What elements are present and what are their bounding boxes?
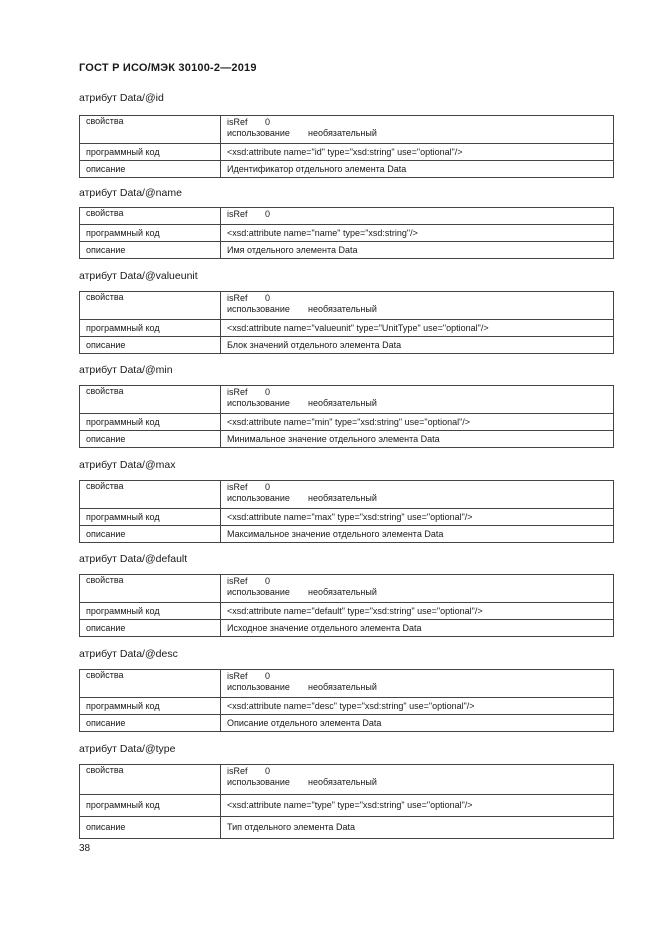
description-label: описание <box>80 715 221 732</box>
description-label: описание <box>80 817 221 839</box>
code-value: <xsd:attribute name="max" type="xsd:string" use="optional"/> <box>221 509 614 526</box>
use-label: использование <box>227 398 290 408</box>
properties-label: свойства <box>80 386 221 414</box>
description-label: описание <box>80 431 221 448</box>
properties-label: свойства <box>80 670 221 698</box>
code-label: программный код <box>80 144 221 161</box>
description-row <box>80 817 614 839</box>
attribute-table <box>79 207 614 259</box>
description-label: описание <box>80 526 221 543</box>
description-row <box>80 715 614 732</box>
properties-row <box>80 670 614 698</box>
use-value: необязательный <box>308 398 377 408</box>
page-number: 38 <box>79 843 91 854</box>
code-label: программный код <box>80 320 221 337</box>
isref-value: 0 <box>265 482 271 492</box>
code-row <box>80 414 614 431</box>
description-value: Блок значений отдельного элемента Data <box>221 337 614 354</box>
use-value: необязательный <box>308 587 377 597</box>
isref-value: 0 <box>265 766 271 776</box>
properties-value <box>221 670 614 698</box>
use-label: использование <box>227 493 290 503</box>
isref-label: isRef <box>227 576 248 586</box>
use-label: использование <box>227 587 290 597</box>
description-label: описание <box>80 620 221 637</box>
section-title: атрибут Data/@desc <box>79 648 178 660</box>
section-title: атрибут Data/@default <box>79 553 188 565</box>
section-title: атрибут Data/@id <box>79 92 164 104</box>
isref-value: 0 <box>265 576 271 586</box>
description-value: Имя отдельного элемента Data <box>221 242 614 259</box>
properties-label: свойства <box>80 765 221 795</box>
use-label: использование <box>227 128 290 138</box>
properties-row <box>80 481 614 509</box>
properties-value <box>221 292 614 320</box>
isref-value: 0 <box>265 387 271 397</box>
use-label: использование <box>227 682 290 692</box>
code-value: <xsd:attribute name="min" type="xsd:string" use="optional"/> <box>221 414 614 431</box>
code-label: программный код <box>80 414 221 431</box>
description-label: описание <box>80 161 221 178</box>
isref-value: 0 <box>265 293 271 303</box>
properties-row <box>80 386 614 414</box>
code-row <box>80 225 614 242</box>
description-row <box>80 620 614 637</box>
properties-value <box>221 208 614 225</box>
description-value: Исходное значение отдельного элемента Data <box>221 620 614 637</box>
isref-label: isRef <box>227 117 248 127</box>
use-label: использование <box>227 777 290 787</box>
attribute-table <box>79 480 614 543</box>
use-value: необязательный <box>308 777 377 787</box>
isref-value: 0 <box>265 671 271 681</box>
properties-label: свойства <box>80 481 221 509</box>
attribute-table <box>79 669 614 732</box>
document-header: ГОСТ Р ИСО/МЭК 30100-2—2019 <box>79 62 257 74</box>
section-title: атрибут Data/@name <box>79 187 182 199</box>
isref-label: isRef <box>227 209 248 219</box>
description-value: Тип отдельного элемента Data <box>221 817 614 839</box>
properties-value <box>221 765 614 795</box>
description-value: Описание отдельного элемента Data <box>221 715 614 732</box>
properties-value <box>221 575 614 603</box>
description-value: Идентификатор отдельного элемента Data <box>221 161 614 178</box>
use-value: необязательный <box>308 304 377 314</box>
section-title: атрибут Data/@valueunit <box>79 270 198 282</box>
properties-row <box>80 116 614 144</box>
attribute-table <box>79 115 614 178</box>
code-value: <xsd:attribute name="name" type="xsd:string"/> <box>221 225 614 242</box>
description-label: описание <box>80 242 221 259</box>
description-row <box>80 161 614 178</box>
section-title: атрибут Data/@max <box>79 459 176 471</box>
isref-value: 0 <box>265 117 271 127</box>
isref-label: isRef <box>227 482 248 492</box>
properties-label: свойства <box>80 208 221 225</box>
description-value: Максимальное значение отдельного элемента Data <box>221 526 614 543</box>
description-label: описание <box>80 337 221 354</box>
properties-row <box>80 765 614 795</box>
code-row <box>80 795 614 817</box>
properties-value <box>221 481 614 509</box>
code-label: программный код <box>80 603 221 620</box>
use-value: необязательный <box>308 128 377 138</box>
code-value: <xsd:attribute name="type" type="xsd:string" use="optional"/> <box>221 795 614 817</box>
properties-value <box>221 116 614 144</box>
code-label: программный код <box>80 225 221 242</box>
description-row <box>80 337 614 354</box>
attribute-table <box>79 574 614 637</box>
code-value: <xsd:attribute name="desc" type="xsd:string" use="optional"/> <box>221 698 614 715</box>
section-title: атрибут Data/@type <box>79 743 176 755</box>
code-label: программный код <box>80 795 221 817</box>
description-row <box>80 431 614 448</box>
code-row <box>80 603 614 620</box>
code-row <box>80 144 614 161</box>
code-label: программный код <box>80 509 221 526</box>
code-row <box>80 509 614 526</box>
code-value: <xsd:attribute name="valueunit" type="UnitType" use="optional"/> <box>221 320 614 337</box>
properties-row <box>80 292 614 320</box>
description-value: Минимальное значение отдельного элемента Data <box>221 431 614 448</box>
properties-row <box>80 208 614 225</box>
properties-label: свойства <box>80 116 221 144</box>
description-row <box>80 526 614 543</box>
use-value: необязательный <box>308 493 377 503</box>
attribute-table <box>79 385 614 448</box>
properties-value <box>221 386 614 414</box>
attribute-table <box>79 764 614 839</box>
code-row <box>80 698 614 715</box>
code-value: <xsd:attribute name="default" type="xsd:string" use="optional"/> <box>221 603 614 620</box>
attribute-table <box>79 291 614 354</box>
use-label: использование <box>227 304 290 314</box>
description-row <box>80 242 614 259</box>
code-label: программный код <box>80 698 221 715</box>
use-value: необязательный <box>308 682 377 692</box>
properties-label: свойства <box>80 292 221 320</box>
properties-row <box>80 575 614 603</box>
properties-label: свойства <box>80 575 221 603</box>
isref-label: isRef <box>227 293 248 303</box>
code-value: <xsd:attribute name="id" type="xsd:string" use="optional"/> <box>221 144 614 161</box>
isref-label: isRef <box>227 671 248 681</box>
code-row <box>80 320 614 337</box>
section-title: атрибут Data/@min <box>79 364 173 376</box>
isref-value: 0 <box>265 209 271 219</box>
isref-label: isRef <box>227 766 248 776</box>
isref-label: isRef <box>227 387 248 397</box>
